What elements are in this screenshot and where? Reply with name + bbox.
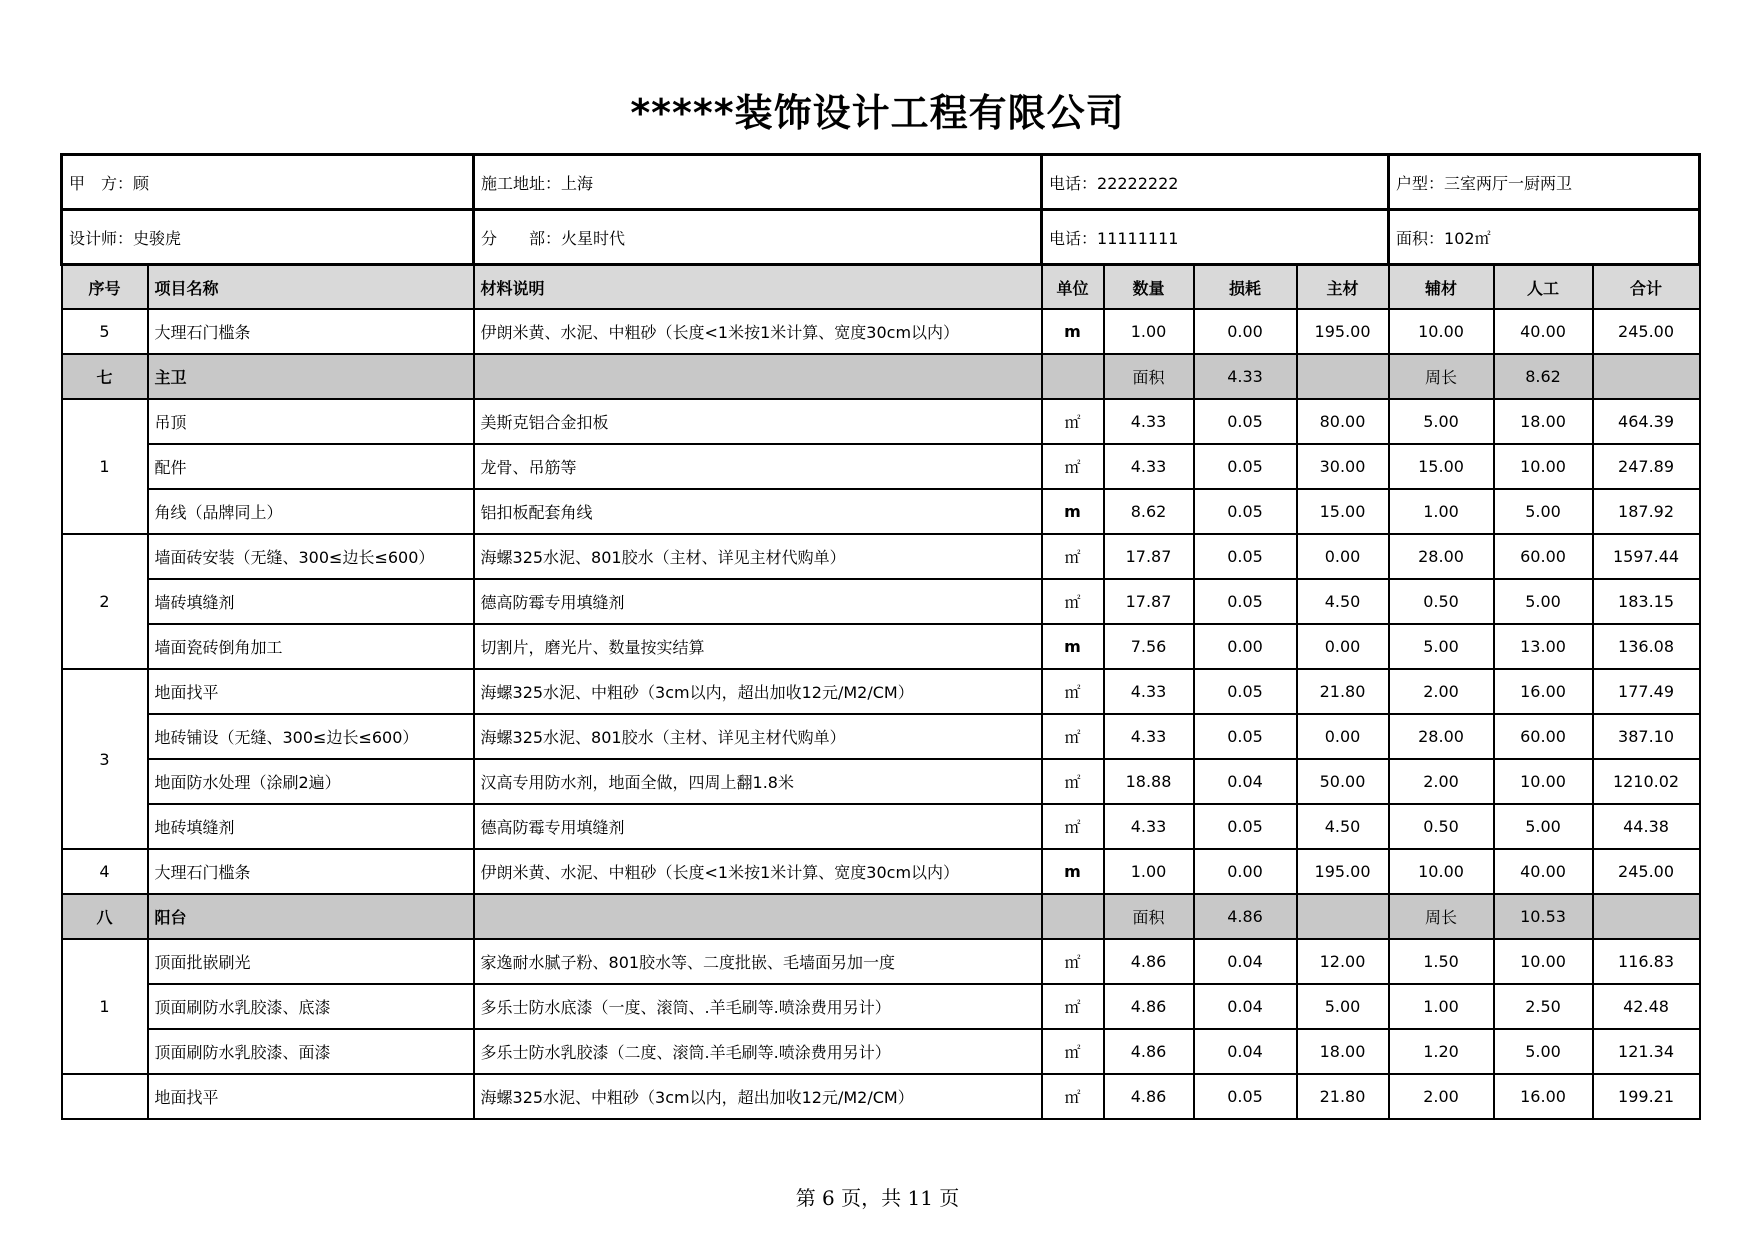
cell-total: 177.49 (1593, 669, 1700, 714)
cell-material: 多乐士防水乳胶漆（二度、滚筒.羊毛刷等.喷涂费用另计） (474, 1029, 1042, 1074)
section-empty (1297, 894, 1389, 939)
cell-material: 切割片，磨光片、数量按实结算 (474, 624, 1042, 669)
designer-cell: 设计师：史骏虎 (62, 210, 474, 265)
cell-main: 80.00 (1297, 399, 1389, 444)
cell-aux: 0.50 (1389, 579, 1494, 624)
cell-material: 多乐士防水底漆（一度、滚筒、.羊毛刷等.喷涂费用另计） (474, 984, 1042, 1029)
cell-unit: ㎡ (1042, 714, 1104, 759)
cell-aux: 2.00 (1389, 759, 1494, 804)
cell-material: 海螺325水泥、中粗砂（3cm以内，超出加收12元/M2/CM） (474, 1074, 1042, 1119)
cell-qty: 17.87 (1104, 579, 1194, 624)
cell-name: 吊顶 (148, 399, 474, 444)
cell-unit: m (1042, 489, 1104, 534)
cell-aux: 1.00 (1389, 984, 1494, 1029)
section-perimeter-label: 周长 (1389, 894, 1494, 939)
cell-seq: 3 (62, 669, 148, 849)
cell-seq: 1 (62, 399, 148, 534)
cell-material: 海螺325水泥、801胶水（主材、详见主材代购单） (474, 714, 1042, 759)
header-qty: 数量 (1104, 265, 1194, 310)
section-perimeter-label: 周长 (1389, 354, 1494, 399)
cell-total: 42.48 (1593, 984, 1700, 1029)
cell-unit: ㎡ (1042, 939, 1104, 984)
table-row (62, 759, 1700, 804)
cell-labor: 40.00 (1494, 849, 1593, 894)
table-row (62, 984, 1700, 1029)
cell-qty: 4.86 (1104, 939, 1194, 984)
cell-loss: 0.05 (1194, 399, 1297, 444)
cell-name: 墙面砖安装（无缝、300≤边长≤600） (148, 534, 474, 579)
cell-qty: 4.86 (1104, 1074, 1194, 1119)
cell-main: 30.00 (1297, 444, 1389, 489)
cell-main: 0.00 (1297, 624, 1389, 669)
cell-qty: 4.33 (1104, 399, 1194, 444)
cell-seq: 4 (62, 849, 148, 894)
cell-labor: 10.00 (1494, 759, 1593, 804)
section-row (62, 894, 1700, 939)
cell-loss: 0.04 (1194, 759, 1297, 804)
cell-total: 464.39 (1593, 399, 1700, 444)
cell-total: 44.38 (1593, 804, 1700, 849)
section-area-label: 面积 (1104, 894, 1194, 939)
cell-loss: 0.05 (1194, 534, 1297, 579)
cell-aux: 2.00 (1389, 669, 1494, 714)
cell-aux: 28.00 (1389, 714, 1494, 759)
cell-aux: 10.00 (1389, 849, 1494, 894)
cell-material: 伊朗米黄、水泥、中粗砂（长度<1米按1米计算、宽度30cm以内） (474, 849, 1042, 894)
table-row (62, 714, 1700, 759)
branch-cell: 分 部：火星时代 (474, 210, 1042, 265)
cell-main: 15.00 (1297, 489, 1389, 534)
cell-aux: 1.00 (1389, 489, 1494, 534)
cell-unit: ㎡ (1042, 804, 1104, 849)
cell-qty: 4.33 (1104, 714, 1194, 759)
section-area-value: 4.86 (1194, 894, 1297, 939)
table-row (62, 624, 1700, 669)
cell-name: 墙面瓷砖倒角加工 (148, 624, 474, 669)
section-area-label: 面积 (1104, 354, 1194, 399)
cell-labor: 5.00 (1494, 489, 1593, 534)
cell-total: 187.92 (1593, 489, 1700, 534)
cell-total: 199.21 (1593, 1074, 1700, 1119)
cell-name: 地砖铺设（无缝、300≤边长≤600） (148, 714, 474, 759)
table-row (62, 579, 1700, 624)
cell-loss: 0.04 (1194, 939, 1297, 984)
cell-aux: 0.50 (1389, 804, 1494, 849)
table-row (62, 849, 1700, 894)
house-type-cell: 户型：三室两厅一厨两卫 (1389, 155, 1700, 210)
cell-qty: 18.88 (1104, 759, 1194, 804)
cell-unit: m (1042, 849, 1104, 894)
header-seq: 序号 (62, 265, 148, 310)
cell-labor: 10.00 (1494, 939, 1593, 984)
section-empty (1593, 894, 1700, 939)
cell-unit: m (1042, 309, 1104, 354)
cell-loss: 0.05 (1194, 1074, 1297, 1119)
cell-aux: 15.00 (1389, 444, 1494, 489)
cell-total: 245.00 (1593, 309, 1700, 354)
cell-total: 247.89 (1593, 444, 1700, 489)
cell-aux: 5.00 (1389, 624, 1494, 669)
cell-total: 1210.02 (1593, 759, 1700, 804)
info-row-2 (62, 210, 1700, 265)
header-row (62, 265, 1700, 310)
table-row (62, 669, 1700, 714)
section-empty (1042, 354, 1104, 399)
page-number: 第 6 页，共 11 页 (795, 1186, 960, 1210)
table-row (62, 1074, 1700, 1119)
cell-qty: 4.86 (1104, 1029, 1194, 1074)
cell-total: 121.34 (1593, 1029, 1700, 1074)
cell-loss: 0.04 (1194, 984, 1297, 1029)
header-name: 项目名称 (148, 265, 474, 310)
cell-unit: ㎡ (1042, 1074, 1104, 1119)
cell-name: 顶面批嵌刷光 (148, 939, 474, 984)
cell-labor: 18.00 (1494, 399, 1593, 444)
cell-main: 5.00 (1297, 984, 1389, 1029)
section-seq: 七 (62, 354, 148, 399)
section-empty (1593, 354, 1700, 399)
cell-labor: 5.00 (1494, 579, 1593, 624)
table-row (62, 939, 1700, 984)
cell-name: 地砖填缝剂 (148, 804, 474, 849)
cell-total: 245.00 (1593, 849, 1700, 894)
cell-name: 配件 (148, 444, 474, 489)
section-empty (474, 894, 1042, 939)
cell-material: 家逸耐水腻子粉、801胶水等、二度批嵌、毛墙面另加一度 (474, 939, 1042, 984)
header-material: 材料说明 (474, 265, 1042, 310)
cell-main: 18.00 (1297, 1029, 1389, 1074)
cell-main: 195.00 (1297, 309, 1389, 354)
table-row (62, 804, 1700, 849)
cell-seq: 5 (62, 309, 148, 354)
cell-aux: 5.00 (1389, 399, 1494, 444)
cell-total: 1597.44 (1593, 534, 1700, 579)
header-main: 主材 (1297, 265, 1389, 310)
cell-labor: 16.00 (1494, 1074, 1593, 1119)
table-row (62, 444, 1700, 489)
cell-seq: 2 (62, 534, 148, 669)
cell-total: 136.08 (1593, 624, 1700, 669)
cell-main: 50.00 (1297, 759, 1389, 804)
section-perimeter-value: 8.62 (1494, 354, 1593, 399)
cell-qty: 4.33 (1104, 669, 1194, 714)
cell-aux: 28.00 (1389, 534, 1494, 579)
cell-name: 地面找平 (148, 669, 474, 714)
cell-material: 伊朗米黄、水泥、中粗砂（长度<1米按1米计算、宽度30cm以内） (474, 309, 1042, 354)
cell-unit: ㎡ (1042, 399, 1104, 444)
cell-total: 116.83 (1593, 939, 1700, 984)
cell-material: 龙骨、吊筋等 (474, 444, 1042, 489)
cell-main: 195.00 (1297, 849, 1389, 894)
cell-main: 21.80 (1297, 1074, 1389, 1119)
section-empty (1042, 894, 1104, 939)
cell-qty: 4.86 (1104, 984, 1194, 1029)
cell-loss: 0.05 (1194, 579, 1297, 624)
header-labor: 人工 (1494, 265, 1593, 310)
header-loss: 损耗 (1194, 265, 1297, 310)
cell-aux: 1.20 (1389, 1029, 1494, 1074)
cell-labor: 10.00 (1494, 444, 1593, 489)
cell-unit: ㎡ (1042, 444, 1104, 489)
section-empty (1297, 354, 1389, 399)
cell-main: 21.80 (1297, 669, 1389, 714)
cell-labor: 60.00 (1494, 534, 1593, 579)
cell-labor: 5.00 (1494, 804, 1593, 849)
cell-name: 顶面刷防水乳胶漆、底漆 (148, 984, 474, 1029)
header-total: 合计 (1593, 265, 1700, 310)
party-a-cell: 甲 方：顾 (62, 155, 474, 210)
cell-material: 德高防霉专用填缝剂 (474, 804, 1042, 849)
cell-labor: 16.00 (1494, 669, 1593, 714)
phone1-cell: 电话：22222222 (1042, 155, 1389, 210)
section-area-value: 4.33 (1194, 354, 1297, 399)
cell-labor: 5.00 (1494, 1029, 1593, 1074)
cell-qty: 7.56 (1104, 624, 1194, 669)
cell-loss: 0.05 (1194, 444, 1297, 489)
phone2-cell: 电话：11111111 (1042, 210, 1389, 265)
table-row (62, 534, 1700, 579)
info-row-1 (62, 155, 1700, 210)
cell-material: 海螺325水泥、中粗砂（3cm以内，超出加收12元/M2/CM） (474, 669, 1042, 714)
cell-aux: 2.00 (1389, 1074, 1494, 1119)
cell-total: 387.10 (1593, 714, 1700, 759)
cell-unit: ㎡ (1042, 984, 1104, 1029)
section-empty (474, 354, 1042, 399)
table-row (62, 489, 1700, 534)
cell-loss: 0.05 (1194, 669, 1297, 714)
cell-loss: 0.05 (1194, 489, 1297, 534)
cell-unit: ㎡ (1042, 579, 1104, 624)
cell-material: 铝扣板配套角线 (474, 489, 1042, 534)
cell-qty: 1.00 (1104, 309, 1194, 354)
cell-labor: 2.50 (1494, 984, 1593, 1029)
cell-qty: 4.33 (1104, 444, 1194, 489)
cell-unit: ㎡ (1042, 759, 1104, 804)
cell-material: 德高防霉专用填缝剂 (474, 579, 1042, 624)
cell-name: 顶面刷防水乳胶漆、面漆 (148, 1029, 474, 1074)
area-cell: 面积：102㎡ (1389, 210, 1700, 265)
cell-name: 角线（品牌同上） (148, 489, 474, 534)
cell-qty: 1.00 (1104, 849, 1194, 894)
section-name: 主卫 (148, 354, 474, 399)
cell-name: 大理石门槛条 (148, 849, 474, 894)
cell-main: 4.50 (1297, 804, 1389, 849)
cell-seq: 1 (62, 939, 148, 1074)
table-row (62, 399, 1700, 444)
cell-qty: 8.62 (1104, 489, 1194, 534)
cell-seq (62, 1074, 148, 1119)
cell-unit: ㎡ (1042, 669, 1104, 714)
cell-main: 0.00 (1297, 534, 1389, 579)
cell-name: 墙砖填缝剂 (148, 579, 474, 624)
cell-labor: 40.00 (1494, 309, 1593, 354)
cell-loss: 0.04 (1194, 1029, 1297, 1074)
cell-qty: 17.87 (1104, 534, 1194, 579)
section-seq: 八 (62, 894, 148, 939)
cell-loss: 0.05 (1194, 714, 1297, 759)
cell-total: 183.15 (1593, 579, 1700, 624)
section-row (62, 354, 1700, 399)
cell-labor: 13.00 (1494, 624, 1593, 669)
cell-main: 4.50 (1297, 579, 1389, 624)
cell-material: 美斯克铝合金扣板 (474, 399, 1042, 444)
cell-qty: 4.33 (1104, 804, 1194, 849)
cell-name: 地面找平 (148, 1074, 474, 1119)
cell-aux: 10.00 (1389, 309, 1494, 354)
company-title: *****装饰设计工程有限公司 (630, 91, 1125, 135)
header-aux: 辅材 (1389, 265, 1494, 310)
cell-main: 0.00 (1297, 714, 1389, 759)
cell-loss: 0.00 (1194, 849, 1297, 894)
cell-loss: 0.05 (1194, 804, 1297, 849)
cell-material: 汉高专用防水剂，地面全做，四周上翻1.8米 (474, 759, 1042, 804)
section-name: 阳台 (148, 894, 474, 939)
cell-loss: 0.00 (1194, 309, 1297, 354)
cell-name: 大理石门槛条 (148, 309, 474, 354)
cell-main: 12.00 (1297, 939, 1389, 984)
header-unit: 单位 (1042, 265, 1104, 310)
cell-unit: m (1042, 624, 1104, 669)
cell-labor: 60.00 (1494, 714, 1593, 759)
table-row (62, 309, 1700, 354)
cell-unit: ㎡ (1042, 534, 1104, 579)
section-perimeter-value: 10.53 (1494, 894, 1593, 939)
cell-unit: ㎡ (1042, 1029, 1104, 1074)
cell-material: 海螺325水泥、801胶水（主材、详见主材代购单） (474, 534, 1042, 579)
cell-loss: 0.00 (1194, 624, 1297, 669)
table-row (62, 1029, 1700, 1074)
cell-name: 地面防水处理（涂刷2遍） (148, 759, 474, 804)
address-cell: 施工地址：上海 (474, 155, 1042, 210)
quotation-table (60, 153, 1701, 1120)
cell-aux: 1.50 (1389, 939, 1494, 984)
